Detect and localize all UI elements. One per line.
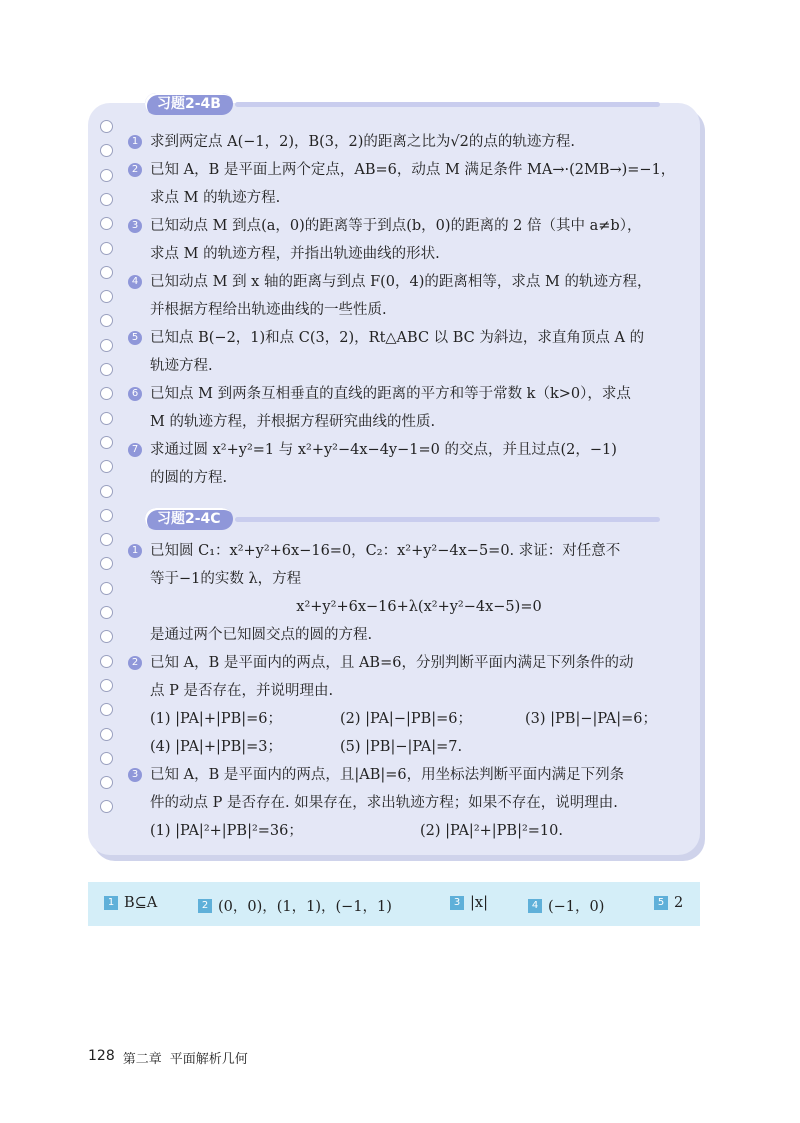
answer-2 <box>198 895 392 916</box>
answer-number: 5 <box>654 896 668 910</box>
item-number: 3 <box>128 768 142 782</box>
equation: x²+y²+6x−16+λ(x²+y²−4x−5)=0 <box>296 599 542 615</box>
binder-hole <box>100 266 113 279</box>
binder-hole <box>100 193 113 206</box>
exercise-text: M 的轨迹方程，并根据方程研究曲线的性质. <box>150 414 436 430</box>
exercise-b-1 <box>128 128 688 156</box>
exercise-c-3 <box>128 761 688 845</box>
item-number: 6 <box>128 387 142 401</box>
section-c-title: 习题2-4C <box>145 508 233 530</box>
binder-hole <box>100 290 113 303</box>
option: (4) |PA|+|PB|=3； <box>150 739 283 755</box>
answer-number: 3 <box>450 896 464 910</box>
options-row <box>150 705 688 733</box>
item-number: 2 <box>128 163 142 177</box>
exercise-text: 件的动点 P 是否存在. 如果存在，求出轨迹方程；如果不存在，说明理由. <box>150 795 618 811</box>
option: (3) |PB|−|PA|=6； <box>525 711 658 727</box>
item-number: 4 <box>128 275 142 289</box>
exercise-text: 已知 A，B 是平面上两个定点，AB=6，动点 M 满足条件 MA→·(2MB→)=−1， <box>150 162 676 178</box>
item-number: 3 <box>128 219 142 233</box>
section-b-header <box>145 93 660 115</box>
item-number: 1 <box>128 544 142 558</box>
options-row <box>150 817 688 845</box>
binder-hole <box>100 485 113 498</box>
binder-hole <box>100 776 113 789</box>
binder-hole <box>100 728 113 741</box>
chapter-label: 第二章 <box>122 1052 162 1067</box>
binder-hole <box>100 655 113 668</box>
exercise-text: 求通过圆 x²+y²=1 与 x²+y²−4x−4y−1=0 的交点，并且过点(2，−1) <box>150 442 617 458</box>
binder-hole <box>100 436 113 449</box>
options-row <box>150 733 688 761</box>
binder-hole <box>100 533 113 546</box>
exercise-c-1 <box>128 537 688 649</box>
exercise-c-2 <box>128 649 688 761</box>
binder-hole <box>100 120 113 133</box>
answer-number: 4 <box>528 899 542 913</box>
binder-hole <box>100 679 113 692</box>
exercise-text: 已知 A，B 是平面内的两点，且 AB=6，分别判断平面内满足下列条件的动 <box>150 655 634 671</box>
binder-hole <box>100 169 113 182</box>
answer-text: (−1，0) <box>548 899 605 915</box>
exercise-text: 求点 M 的轨迹方程，并指出轨迹曲线的形状. <box>150 246 440 262</box>
binder-hole <box>100 242 113 255</box>
answer-5 <box>654 895 683 911</box>
item-number: 2 <box>128 656 142 670</box>
item-number: 5 <box>128 331 142 345</box>
answer-text: 2 <box>674 895 684 911</box>
answer-text: |x| <box>470 895 488 911</box>
section-b-title: 习题2-4B <box>145 93 233 115</box>
answer-1 <box>104 895 157 911</box>
exercise-text: 等于−1的实数 λ，方程 <box>150 571 302 587</box>
option: (1) |PA|+|PB|=6； <box>150 711 283 727</box>
binder-hole <box>100 606 113 619</box>
exercise-text: 求到两定点 A(−1，2)，B(3，2)的距离之比为√2的点的轨迹方程. <box>150 134 575 150</box>
item-number: 1 <box>128 135 142 149</box>
section-c-header <box>145 508 660 530</box>
exercise-b-4 <box>128 268 688 324</box>
option: (2) |PA|−|PB|=6； <box>340 711 473 727</box>
binder-hole <box>100 363 113 376</box>
chapter-title: 平面解析几何 <box>169 1052 248 1067</box>
page-number: 128 <box>88 1048 115 1064</box>
answer-3 <box>450 895 488 911</box>
option: (1) |PA|²+|PB|²=36； <box>150 823 303 839</box>
section-b-content <box>128 128 688 492</box>
section-b-line <box>235 102 660 107</box>
exercise-b-6 <box>128 380 688 436</box>
section-c-line <box>235 517 660 522</box>
binder-hole <box>100 339 113 352</box>
exercise-text: 求点 M 的轨迹方程. <box>150 190 281 206</box>
exercise-text: 已知动点 M 到 x 轴的距离与到点 F(0，4)的距离相等，求点 M 的轨迹方程， <box>150 274 652 290</box>
exercise-b-5 <box>128 324 688 380</box>
exercise-text: 是通过两个已知圆交点的圆的方程. <box>150 627 373 643</box>
exercise-text: 已知点 M 到两条互相垂直的直线的距离的平方和等于常数 k（k>0），求点 <box>150 386 631 402</box>
exercise-text: 已知动点 M 到点(a，0)的距离等于到点(b，0)的距离的 2 倍（其中 a≠b）， <box>150 218 642 234</box>
binder-hole <box>100 509 113 522</box>
option: (2) |PA|²+|PB|²=10. <box>420 823 563 839</box>
exercise-text: 的圆的方程. <box>150 470 228 486</box>
exercise-text: 已知点 B(−2，1)和点 C(3，2)，Rt△ABC 以 BC 为斜边，求直角顶点 A 的 <box>150 330 645 346</box>
answer-number: 2 <box>198 899 212 913</box>
answer-4 <box>528 895 604 916</box>
section-c-content <box>128 537 688 845</box>
binder-hole <box>100 582 113 595</box>
exercise-b-3 <box>128 212 688 268</box>
binder-hole <box>100 412 113 425</box>
answers-strip <box>88 882 700 926</box>
page-footer <box>88 1048 248 1067</box>
exercise-text: 已知圆 C₁：x²+y²+6x−16=0，C₂：x²+y²−4x−5=0. 求证：对任意不 <box>150 543 621 559</box>
answer-number: 1 <box>104 896 118 910</box>
exercise-text: 并根据方程给出轨迹曲线的一些性质. <box>150 302 387 318</box>
binder-hole <box>100 752 113 765</box>
exercise-text: 轨迹方程. <box>150 358 213 374</box>
exercise-b-2 <box>128 156 688 212</box>
item-number: 7 <box>128 443 142 457</box>
exercise-b-7 <box>128 436 688 492</box>
answer-text: (0，0)，(1，1)，(−1，1) <box>218 899 392 915</box>
option: (5) |PB|−|PA|=7. <box>340 739 463 755</box>
answer-text: B⊆A <box>124 895 158 911</box>
exercise-text: 已知 A，B 是平面内的两点，且|AB|=6，用坐标法判断平面内满足下列条 <box>150 767 625 783</box>
exercise-text: 点 P 是否存在，并说明理由. <box>150 683 334 699</box>
